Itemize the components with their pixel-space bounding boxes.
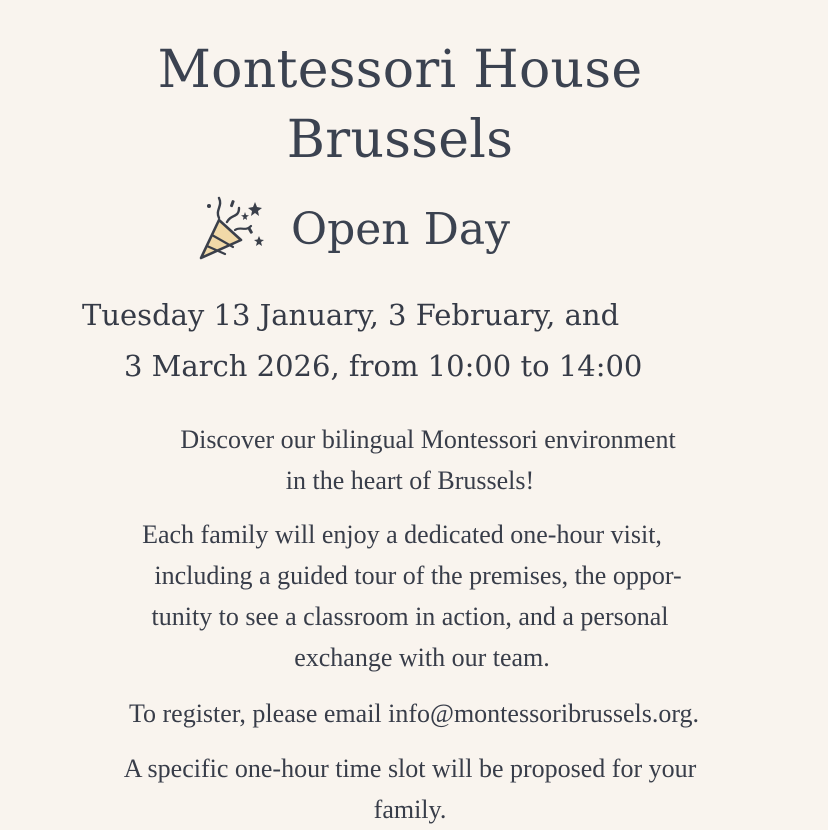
visit-line-3: tunity to see a classroom in action, and a personal (151, 602, 669, 631)
visit-line-1: Each family will enjoy a dedicated one-hour visit, (142, 520, 662, 549)
register-text: To register, please email info@montessoribrussels.org. (128, 699, 700, 728)
title-line-2: Brussels (286, 110, 514, 170)
visit-line-2: including a guided tour of the premises, the oppor- (154, 561, 682, 590)
dates-line-2: 3 March 2026, from 10:00 to 14:00 (124, 349, 643, 383)
party-popper-icon (195, 192, 269, 268)
intro-line-1: Discover our bilingual Montessori environment (180, 425, 676, 454)
slot-line-2: family. (373, 795, 447, 824)
slot-line-1: A specific one-hour time slot will be proposed for your (123, 754, 697, 783)
intro-line-2: in the heart of Brussels! (285, 466, 535, 495)
dates-line-1: Tuesday 13 January, 3 February, and (82, 298, 620, 332)
visit-line-4: exchange with our team. (294, 643, 550, 672)
open-day-heading (195, 192, 510, 268)
open-day-label: Open Day (291, 204, 510, 255)
title-line-1: Montessori House (157, 40, 643, 100)
